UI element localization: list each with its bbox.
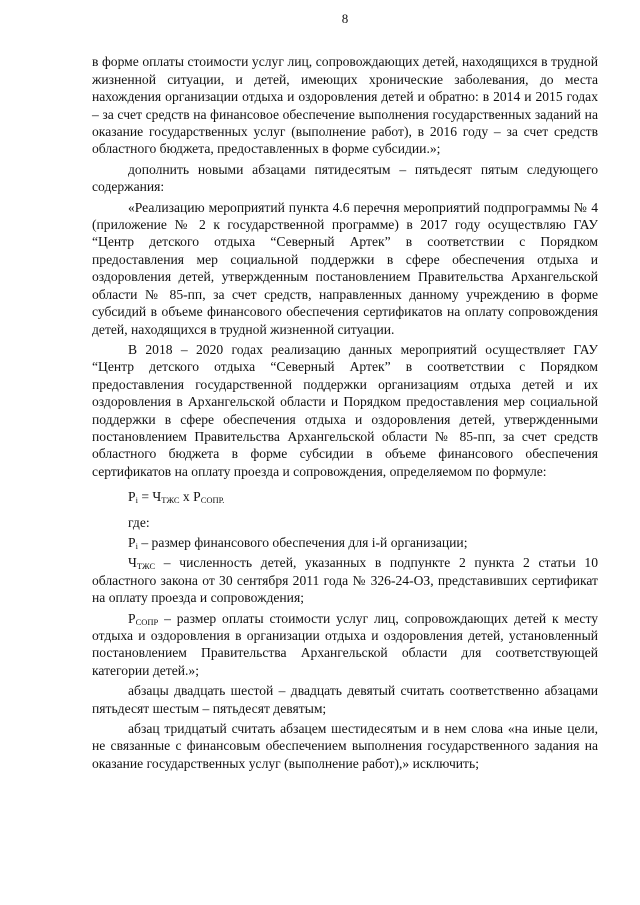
formula [92, 488, 598, 505]
definition-chtzhs-text: – численность детей, указанных в подпункте 2 пункта 2 статьи 10 областного закона от 30 сентября 2011 года № 326-24-ОЗ, представивших сертификат на оплату проезда и сопровождения; [92, 555, 598, 606]
paragraph-abzac-thirty: абзац тридцатый считать абзацем шестидесятым и в нем слова «на иные цели, не связанные с финансовым обеспечением выполнения государственного задания на оказание государственных услуг (выполнение работ),» исключить; [92, 721, 598, 771]
formula-lhs: P [128, 489, 136, 505]
paragraph-abzacy-renumber: абзацы двадцать шестой – двадцать девятый считать соответственно абзацами пятьдесят шестым – пятьдесят девятым; [92, 683, 598, 716]
paragraph-where: где: [128, 514, 150, 530]
paragraph-continuation: в форме оплаты стоимости услуг лиц, сопровождающих детей, находящихся в трудной жизненной ситуации, и детей, имеющих хронические заболевания, до места нахождения организации отдыха и оздоровления детей и обратно: в 2014 и 2015 годах – за счет средств на финансовое обеспечение выполнения государственных заданий на оказание государственных услуг (выполнение работ), в 2016 году – за счет средств областного бюджета, предоставленных в форме субсидии.»; [92, 54, 598, 157]
definition-psopr-sub: СОПР [135, 616, 159, 627]
definition-psopr [92, 610, 598, 680]
definition-pi [92, 534, 598, 551]
page-number: 8 [341, 11, 349, 26]
paragraph-add-abzacy: дополнить новыми абзацами пятидесятым – пятьдесят пятым следующего содержания: [92, 161, 598, 195]
definition-pi-symbol: P [128, 534, 136, 550]
definition-chtzhs-sub: ТЖС [136, 561, 156, 572]
paragraph-realization-2018-2020: В 2018 – 2020 годах реализацию данных мероприятий осуществляет ГАУ “Центр детского отдыха “Северный Артек” в соответствии с Порядком предоставления государственной поддержки организациям отдыха детей и их оздоровления в Архангельской области и Порядком предоставления мер социальной поддержки в сфере обеспечения отдыха и оздоровления детей, утвержденными постановлением Правительства Архангельской области № 85-пп, за счет средств областного бюджета в форме субсидии в объеме финансового обеспечения сертификатов на оплату проезда и сопровождения, определяемом по формуле: [92, 341, 598, 479]
definition-chtzhs-symbol: Ч [128, 555, 137, 571]
definition-psopr-symbol: P [128, 610, 136, 626]
definition-pi-text: – размер финансового обеспечения для i-й организации; [137, 534, 468, 550]
definition-psopr-text: – размер оплаты стоимости услуг лиц, сопровождающих детей к месту отдыха и оздоровления в организации отдыха и оздоровления детей, установленный постановлением Правительства Архангельской области для соответствующей категории детей.»; [92, 610, 598, 678]
definition-pi-sub: i [135, 540, 138, 551]
formula-term1-sub: ТЖС [161, 495, 180, 506]
document-page [92, 10, 598, 772]
formula-lhs-sub: i [135, 495, 138, 506]
formula-times: х P [179, 489, 201, 505]
formula-eq: = Ч [137, 489, 162, 505]
formula-term2-sub: СОПР. [200, 495, 225, 506]
paragraph-realization-2017: «Реализацию мероприятий пункта 4.6 перечня мероприятий подпрограммы № 4 (приложение № 2 к государственной программе) в 2017 году осуществляю ГАУ “Центр детского отдыха “Северный Артек” в соответствии с Порядком предоставления мер социальной поддержки в сфере обеспечения отдыха и оздоровления детей, утвержденным постановлением Правительства Архангельской области № 85-пп, за счет средств, направленных данному учреждению в форме субсидий в объеме финансового обеспечения сертификатов на оплату сопровождения детей, находящихся в трудной жизненной ситуации. [92, 199, 598, 337]
definition-chtzhs [92, 554, 598, 606]
